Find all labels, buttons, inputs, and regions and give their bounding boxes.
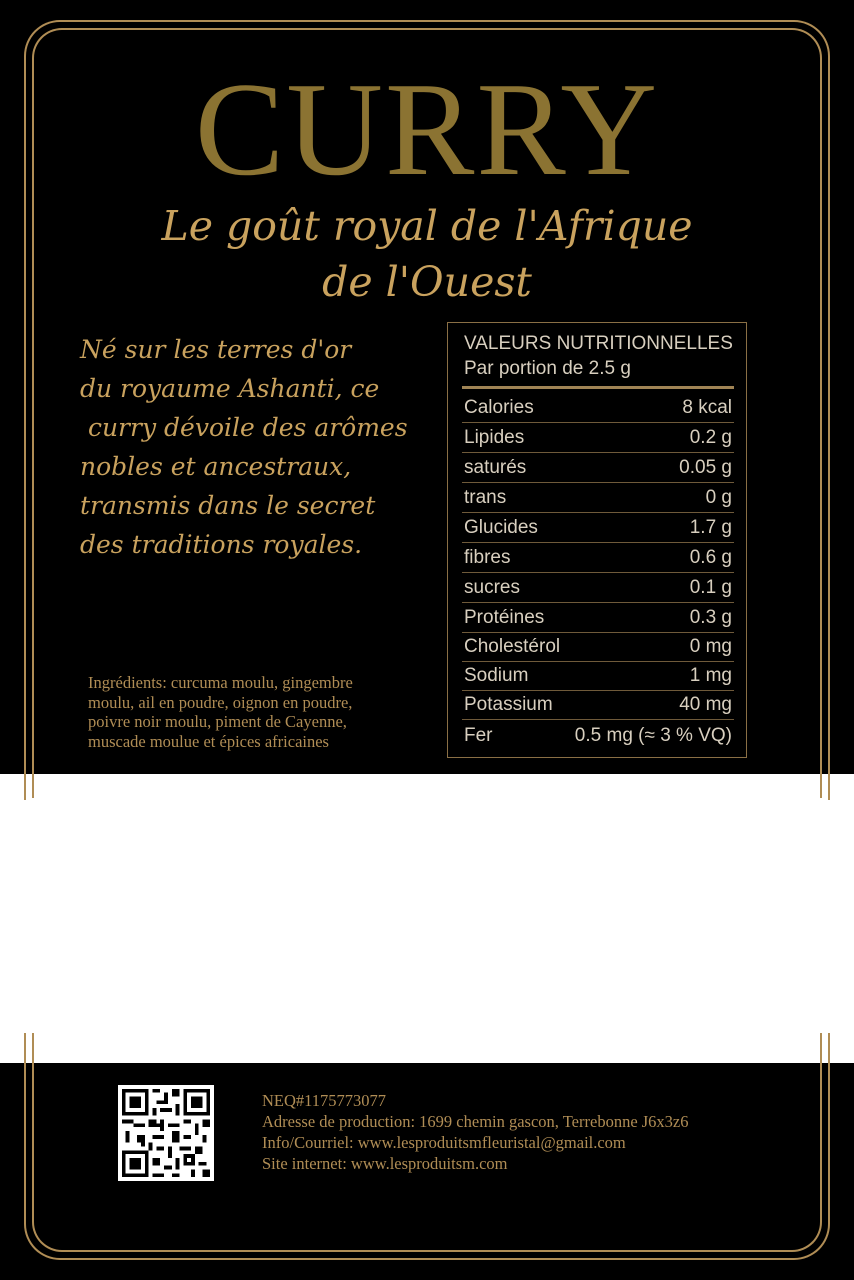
nutrient-label: Potassium (464, 694, 553, 715)
website: Site internet: www.lesproduitsm.com (262, 1154, 508, 1173)
nutrition-row (462, 632, 734, 662)
nutrient-value: 0.6 g (689, 547, 732, 568)
nutrition-row (462, 661, 734, 691)
nutrition-header (464, 331, 733, 381)
nutrition-row (462, 453, 734, 483)
production-address: Adresse de production: 1699 chemin gascon, Terrebonne J6x3z6 (262, 1112, 689, 1131)
nutrient-label: Sodium (464, 665, 529, 686)
nutrition-row (462, 573, 734, 603)
story-line: des traditions royales. (80, 530, 363, 559)
nutrient-value: 0.5 mg (≈ 3 % VQ) (574, 725, 732, 746)
nutrient-label: fibres (464, 547, 511, 568)
nutrition-row (462, 721, 734, 751)
nutrient-value: 1.7 g (689, 517, 732, 538)
contact-info (262, 1090, 689, 1174)
nutrient-value: 1 mg (689, 665, 732, 686)
ingredients-line: muscade moulue et épices africaines (88, 731, 329, 751)
nutrient-label: Fer (464, 725, 493, 746)
nutrient-value: 0.1 g (689, 577, 732, 598)
nutrient-value: 0.2 g (689, 427, 732, 448)
nutrition-row (462, 423, 734, 453)
nutrient-label: Cholestérol (464, 636, 561, 657)
nutrient-value: 0 mg (689, 636, 732, 657)
nutrient-value: 0.3 g (689, 607, 732, 628)
nutrition-divider (462, 386, 734, 389)
ingredients-line: moulu, ail en poudre, oignon en poudre, (88, 692, 353, 712)
nutrient-label: trans (464, 487, 507, 508)
nutrient-value: 40 mg (679, 694, 732, 715)
ingredients-line: poivre noir moulu, piment de Cayenne, (88, 712, 347, 731)
nutrient-label: Protéines (464, 607, 545, 628)
nutrient-value: 0.05 g (679, 457, 732, 478)
nutrition-facts-table (447, 322, 747, 758)
nutrition-row (462, 603, 734, 633)
nutrient-label: Calories (464, 397, 534, 418)
neq-number: NEQ#1175773077 (262, 1091, 387, 1110)
subtitle-line-2: de l'Ouest (322, 258, 532, 306)
nutrition-row (462, 513, 734, 543)
nutrient-value: 8 kcal (682, 397, 732, 418)
email-contact: Info/Courriel: www.lesproduitsmfleuristal@gmail.com (262, 1133, 626, 1152)
nutrition-row (462, 543, 734, 573)
product-story (80, 330, 440, 564)
story-line: curry dévoile des arômes (80, 413, 408, 442)
nutrient-label: sucres (464, 577, 520, 598)
story-line: transmis dans le secret (80, 491, 376, 520)
qr-code-icon (118, 1085, 214, 1181)
story-line: nobles et ancestraux, (80, 452, 352, 481)
nutrient-label: Lipides (464, 427, 525, 448)
product-title: CURRY (194, 55, 660, 203)
nutrition-row (462, 483, 734, 513)
ingredients-line: Ingrédients: curcuma moulu, gingembre (88, 673, 353, 692)
nutrition-heading: VALEURS NUTRITIONNELLES (464, 333, 733, 354)
nutrition-portion: Par portion de 2.5 g (464, 358, 631, 379)
story-line: Né sur les terres d'or (80, 335, 352, 364)
ingredients-list (88, 673, 428, 751)
product-subtitle (100, 198, 754, 310)
nutrient-label: saturés (464, 457, 527, 478)
story-line: du royaume Ashanti, ce (80, 374, 380, 403)
nutrient-value: 0 g (705, 487, 732, 508)
subtitle-line-1: Le goût royal de l'Afrique (161, 202, 693, 250)
nutrition-row (462, 393, 734, 423)
nutrient-label: Glucides (464, 517, 538, 538)
nutrition-row (462, 690, 734, 720)
